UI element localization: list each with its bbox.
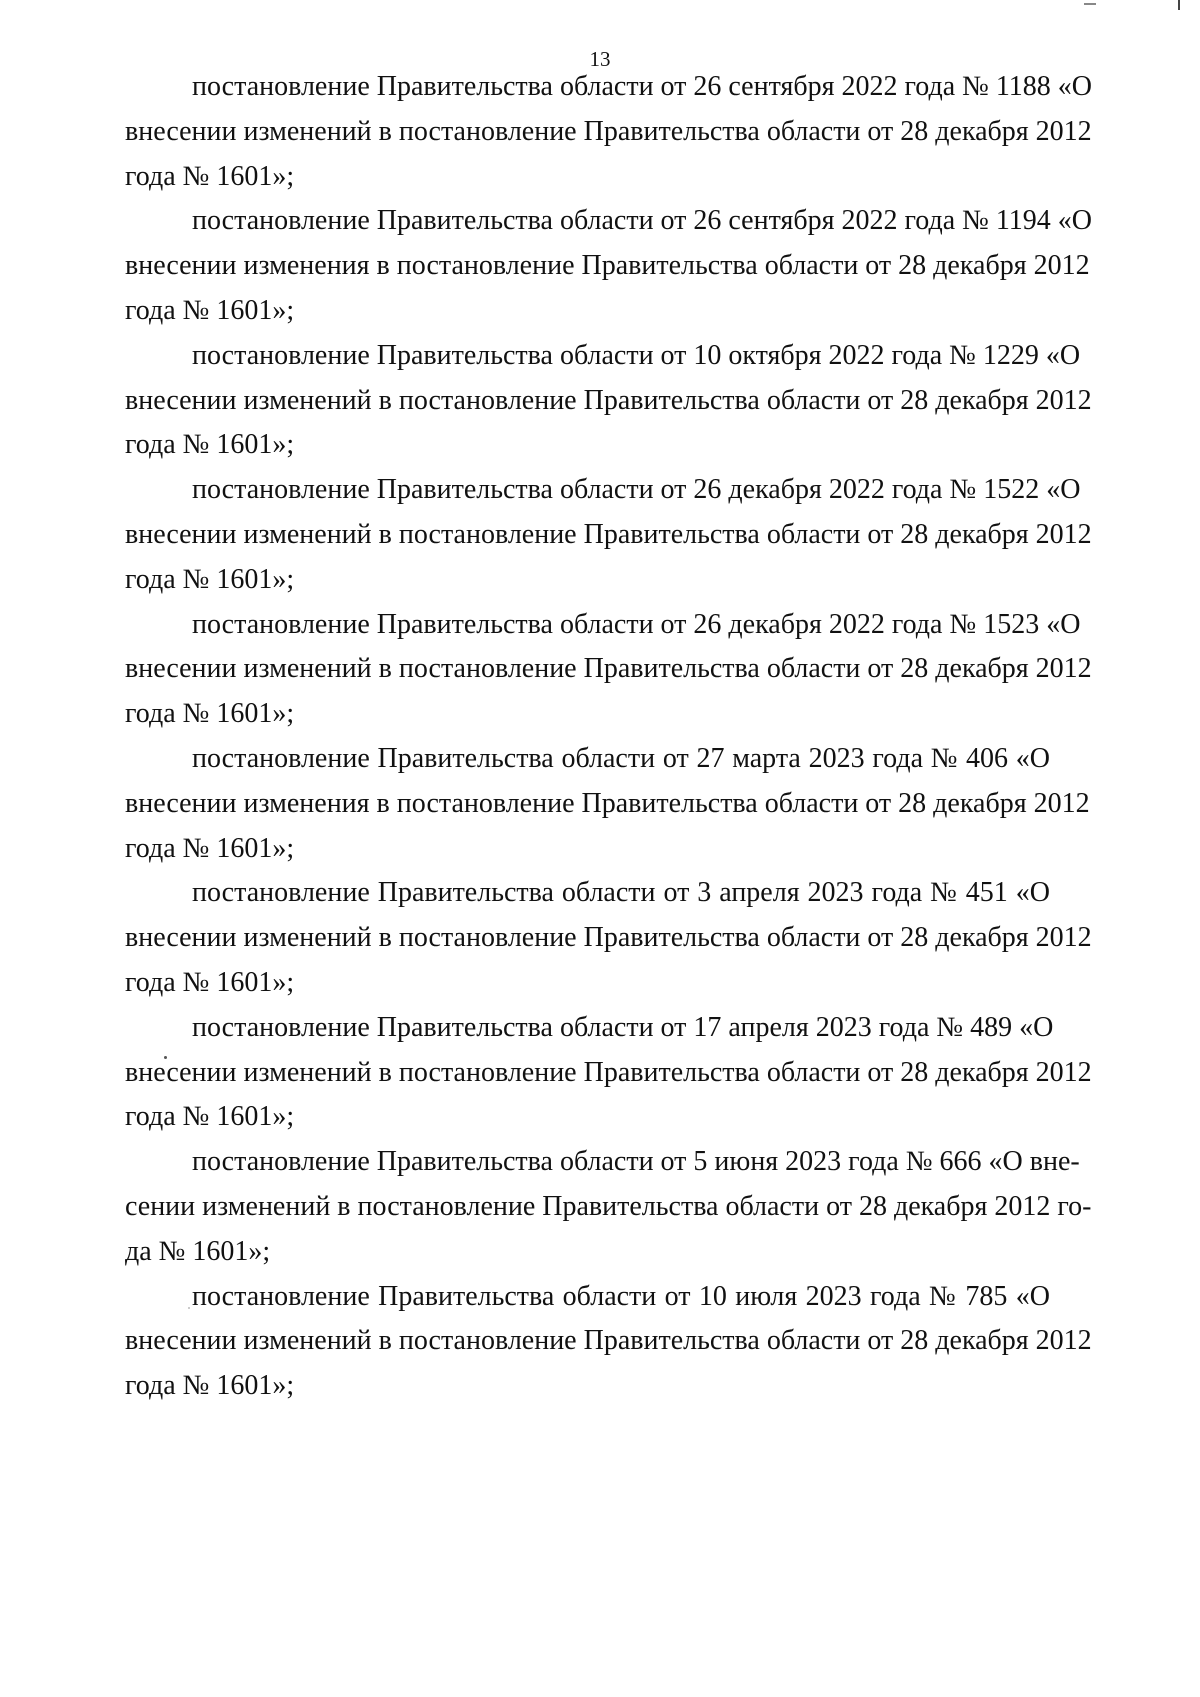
paragraph-line: постановление Правительства области от 10 октября 2022 года № 1229 «О [192,339,1081,371]
paragraph-line: постановление Правительства области от 26 декабря 2022 года № 1522 «О [192,474,1081,506]
regulation-paragraph [125,199,1093,333]
paragraph-line: года № 1601»; [125,429,295,461]
paragraph-line: года № 1601»; [125,160,295,192]
paragraph-line: внесении изменений в постановление Правительства области от 28 декабря 2012 [125,518,1092,550]
regulation-paragraph [125,1140,1092,1274]
document-body [125,65,1093,1409]
paragraph-line: постановление Правительства области от 27 марта 2023 года № 406 «О [192,742,1050,774]
scan-corner-mark [1178,0,1180,10]
paragraph-line: внесении изменений в постановление Правительства области от 28 декабря 2012 [125,115,1092,147]
paragraph-line: постановление Правительства области от 10 июля 2023 года № 785 «О [192,1280,1050,1312]
regulation-paragraph [125,1275,1092,1409]
paragraph-line: внесении изменений в постановление Правительства области от 28 декабря 2012 [125,1325,1092,1357]
paragraph-line: постановление Правительства области от 26 сентября 2022 года № 1194 «О [192,205,1093,237]
paragraph-line: постановление Правительства области от 5 июня 2023 года № 666 «О вне- [192,1146,1080,1178]
paragraph-line: постановление Правительства области от 26 сентября 2022 года № 1188 «О [192,71,1093,102]
paragraph-line: года № 1601»; [125,966,295,998]
regulation-paragraph [125,468,1092,602]
paragraph-line: года № 1601»; [125,294,295,326]
paragraph-line: года № 1601»; [125,563,295,595]
scan-corner-dots [1084,3,1096,5]
regulation-paragraph [125,871,1092,1005]
paragraph-line: сении изменений в постановление Правительства области от 28 декабря 2012 го- [125,1190,1092,1222]
page-number: 13 [589,47,611,71]
paragraph-line: внесении изменений в постановление Правительства области от 28 декабря 2012 [125,922,1092,954]
regulation-paragraph [125,65,1093,199]
paragraph-line: года № 1601»; [125,1370,295,1402]
regulation-paragraph [125,1006,1092,1140]
regulation-paragraph [125,334,1092,468]
paragraph-line: года № 1601»; [125,832,295,864]
paragraph-line: года № 1601»; [125,698,295,730]
paragraph-line: внесении изменения в постановление Правительства области от 28 декабря 2012 [125,250,1090,282]
paragraph-line: да № 1601»; [125,1235,271,1267]
regulation-paragraph [125,603,1092,737]
paragraph-line: внесении изменения в постановление Правительства области от 28 декабря 2012 [125,787,1090,819]
paragraph-line: внесении изменений в постановление Правительства области от 28 декабря 2012 [125,1056,1092,1088]
paragraph-line: постановление Правительства области от 3 апреля 2023 года № 451 «О [192,877,1050,909]
paragraph-line: внесении изменений в постановление Правительства области от 28 декабря 2012 [125,653,1092,685]
paragraph-line: постановление Правительства области от 17 апреля 2023 года № 489 «О [192,1011,1054,1043]
paragraph-line: года № 1601»; [125,1101,295,1133]
paragraph-line: внесении изменений в постановление Правительства области от 28 декабря 2012 [125,384,1092,416]
paragraph-line: постановление Правительства области от 26 декабря 2022 года № 1523 «О [192,608,1081,640]
regulation-paragraph [125,737,1090,871]
